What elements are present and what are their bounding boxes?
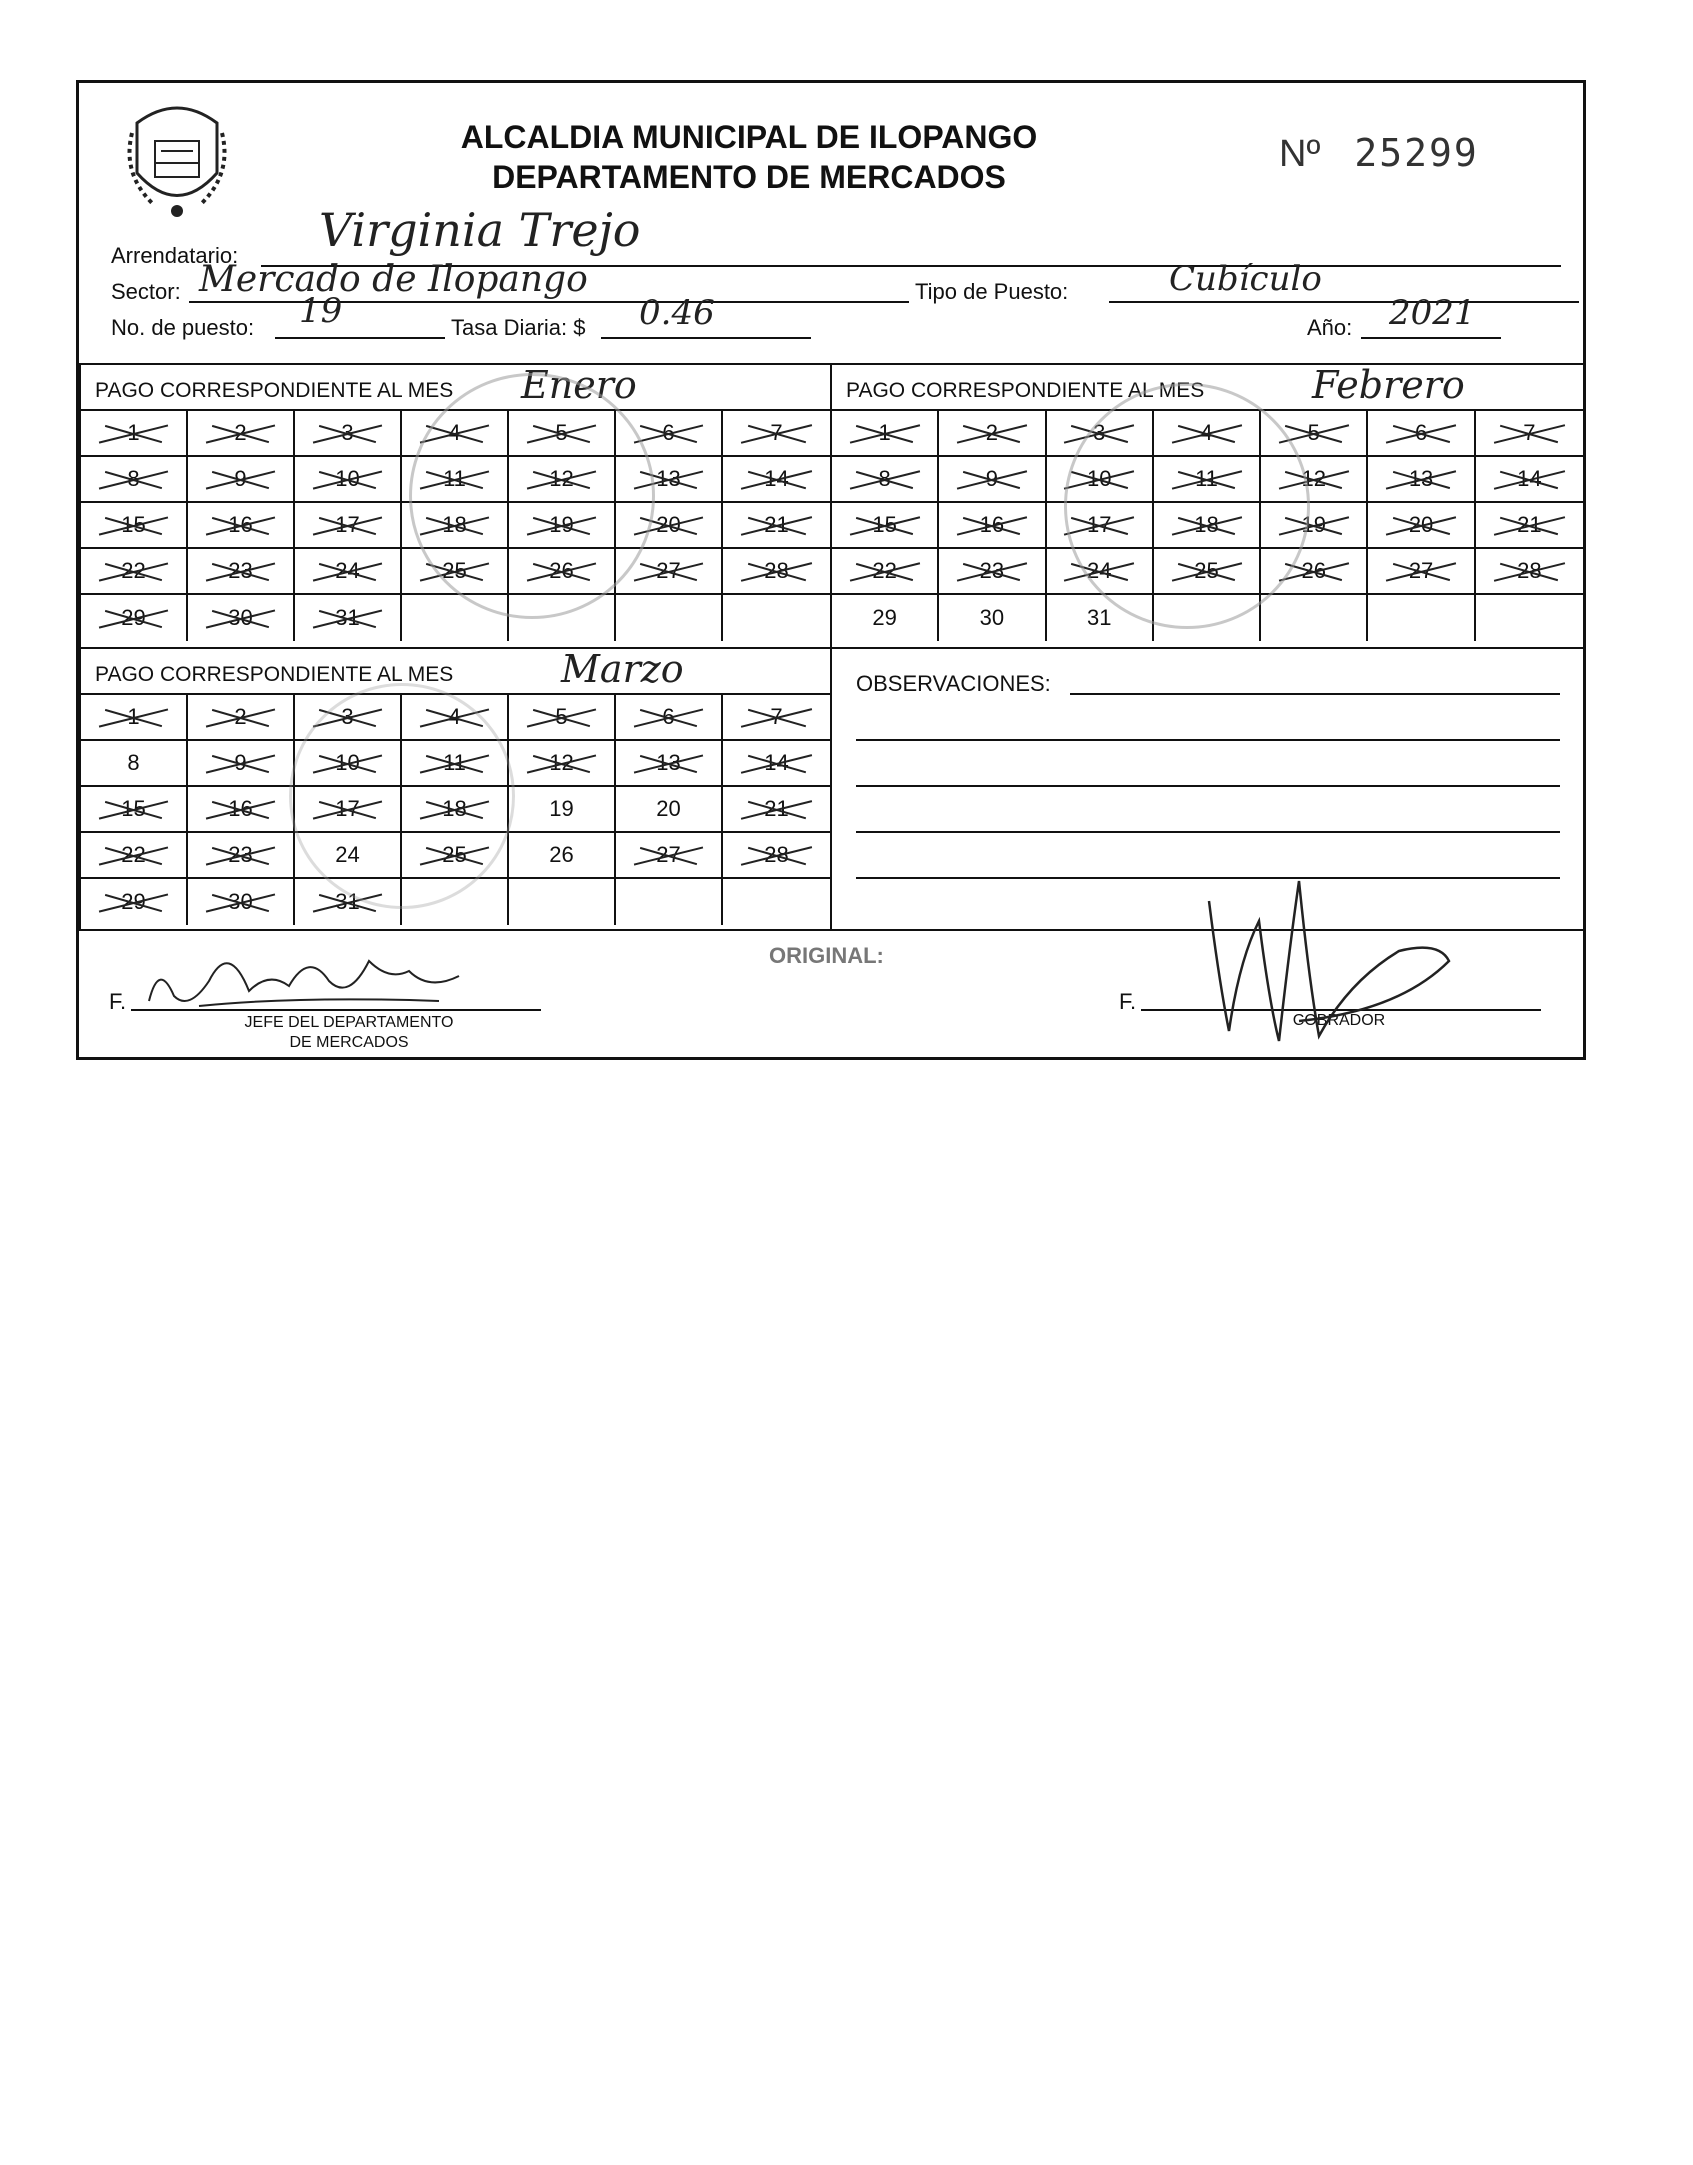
observaciones-line-2	[856, 739, 1560, 741]
arrendatario-label: Arrendatario:	[111, 243, 239, 268]
day-cell-3: 3	[295, 695, 402, 741]
day-cell-28: 28	[723, 833, 830, 879]
day-cell-6: 6	[1368, 411, 1475, 457]
day-cell-2: 2	[188, 411, 295, 457]
day-cell-16: 16	[188, 503, 295, 549]
day-cell-21: 21	[723, 503, 830, 549]
title-municipality: ALCALDIA MUNICIPAL DE ILOPANGO	[460, 119, 1038, 155]
day-cell-26: 26	[509, 549, 616, 595]
f-left-label: F.	[109, 989, 127, 1014]
sector-label: Sector:	[111, 279, 181, 304]
tipo-puesto-underline	[1109, 301, 1579, 303]
admin-stamp-2	[1064, 383, 1310, 629]
tipo-puesto-value: Cubículo	[1169, 259, 1322, 299]
day-cell-30: 30	[188, 595, 295, 641]
day-cell-9: 9	[188, 457, 295, 503]
day-cell-17: 17	[295, 503, 402, 549]
puesto-label: No. de puesto:	[111, 315, 255, 340]
folio-value: 25299	[1354, 131, 1479, 175]
day-cell-12: 12	[509, 457, 616, 503]
jefe-signature	[139, 921, 469, 1021]
day-cell-4: 4	[402, 411, 509, 457]
day-cell-empty	[723, 595, 830, 641]
admin-stamp-1	[409, 373, 655, 619]
anio-label: Año:	[1307, 315, 1353, 340]
puesto-value: 19	[299, 291, 343, 331]
cobrador-signature	[1199, 861, 1459, 1051]
day-cell-22: 22	[81, 833, 188, 879]
anio-underline	[1361, 337, 1501, 339]
day-cell-21: 21	[723, 787, 830, 833]
day-cell-7: 7	[723, 695, 830, 741]
puesto-underline	[275, 337, 445, 339]
day-cell-27: 27	[1368, 549, 1475, 595]
day-cell-28: 28	[723, 549, 830, 595]
day-cell-31: 31	[1047, 595, 1154, 641]
observaciones-line-1	[1070, 693, 1560, 695]
day-cell-7: 7	[1476, 411, 1583, 457]
day-cell-12: 12	[509, 741, 616, 787]
folio-number	[1279, 131, 1479, 176]
tasa-value: 0.46	[639, 293, 715, 333]
day-cell-28: 28	[1476, 549, 1583, 595]
day-cell-15: 15	[832, 503, 939, 549]
observaciones-line-4	[856, 831, 1560, 833]
day-cell-31: 31	[295, 595, 402, 641]
admin-stamp-3	[289, 683, 515, 909]
f-right-label: F.	[1119, 989, 1137, 1014]
day-cell-18: 18	[1154, 503, 1261, 549]
day-cell-8: 8	[832, 457, 939, 503]
day-cell-25: 25	[402, 833, 509, 879]
day-cell-23: 23	[939, 549, 1046, 595]
day-cell-22: 22	[832, 549, 939, 595]
day-cell-empty	[1261, 595, 1368, 641]
day-cell-29: 29	[832, 595, 939, 641]
day-cell-24: 24	[1047, 549, 1154, 595]
payment-card	[76, 80, 1586, 1060]
folio-label: Nº	[1279, 133, 1321, 175]
day-cell-25: 25	[1154, 549, 1261, 595]
day-cell-empty	[723, 879, 830, 925]
day-cell-2: 2	[188, 695, 295, 741]
day-cell-27: 27	[616, 833, 723, 879]
day-cell-12: 12	[1261, 457, 1368, 503]
day-cell-20: 20	[616, 787, 723, 833]
day-cell-empty	[509, 879, 616, 925]
day-cell-6: 6	[616, 695, 723, 741]
day-cell-18: 18	[402, 503, 509, 549]
day-cell-20: 20	[616, 503, 723, 549]
day-cell-17: 17	[1047, 503, 1154, 549]
month-label-3: PAGO CORRESPONDIENTE AL MES	[95, 663, 454, 686]
jefe-label-line1: JEFE DEL DEPARTAMENTO	[244, 1014, 454, 1031]
day-cell-19: 19	[509, 503, 616, 549]
signature-footer	[79, 929, 1583, 1059]
month-header-3	[81, 649, 830, 695]
day-cell-13: 13	[616, 741, 723, 787]
sector-underline	[189, 301, 909, 303]
day-cell-22: 22	[81, 549, 188, 595]
day-cell-21: 21	[1476, 503, 1583, 549]
day-cell-8: 8	[81, 741, 188, 787]
day-cell-19: 19	[1261, 503, 1368, 549]
day-cell-3: 3	[1047, 411, 1154, 457]
day-cell-5: 5	[509, 695, 616, 741]
day-cell-empty	[1368, 595, 1475, 641]
day-cell-empty	[616, 879, 723, 925]
day-cell-13: 13	[1368, 457, 1475, 503]
day-cell-26: 26	[1261, 549, 1368, 595]
title-department: DEPARTAMENTO DE MERCADOS	[492, 159, 1006, 195]
day-cell-10: 10	[1047, 457, 1154, 503]
day-cell-14: 14	[723, 741, 830, 787]
day-cell-9: 9	[939, 457, 1046, 503]
day-cell-empty	[616, 595, 723, 641]
month-name-1: Enero	[521, 363, 637, 407]
day-cell-1: 1	[81, 411, 188, 457]
day-cell-29: 29	[81, 879, 188, 925]
day-cell-11: 11	[402, 457, 509, 503]
day-cell-9: 9	[188, 741, 295, 787]
day-cell-20: 20	[1368, 503, 1475, 549]
day-cell-19: 19	[509, 787, 616, 833]
day-cell-14: 14	[1476, 457, 1583, 503]
day-cell-23: 23	[188, 549, 295, 595]
day-cell-5: 5	[1261, 411, 1368, 457]
day-cell-10: 10	[295, 457, 402, 503]
tipo-puesto-label: Tipo de Puesto:	[915, 279, 1069, 304]
day-cell-7: 7	[723, 411, 830, 457]
day-cell-5: 5	[509, 411, 616, 457]
day-cell-10: 10	[295, 741, 402, 787]
observaciones-label: OBSERVACIONES:	[856, 671, 1051, 696]
day-cell-4: 4	[1154, 411, 1261, 457]
day-cell-16: 16	[188, 787, 295, 833]
month-name-3: Marzo	[561, 647, 684, 691]
day-cell-11: 11	[402, 741, 509, 787]
day-cell-15: 15	[81, 503, 188, 549]
observaciones-line-3	[856, 785, 1560, 787]
day-cell-8: 8	[81, 457, 188, 503]
day-cell-29: 29	[81, 595, 188, 641]
arrendatario-value: Virginia Trejo	[319, 203, 641, 257]
day-cell-23: 23	[188, 833, 295, 879]
day-cell-2: 2	[939, 411, 1046, 457]
anio-value: 2021	[1389, 293, 1476, 333]
day-cell-26: 26	[509, 833, 616, 879]
day-cell-4: 4	[402, 695, 509, 741]
month-label-2: PAGO CORRESPONDIENTE AL MES	[846, 379, 1205, 402]
tasa-underline	[601, 337, 811, 339]
month-name-2: Febrero	[1312, 363, 1465, 407]
day-cell-24: 24	[295, 549, 402, 595]
day-cell-17: 17	[295, 787, 402, 833]
day-cell-empty	[1476, 595, 1583, 641]
day-cell-30: 30	[188, 879, 295, 925]
day-cell-31: 31	[295, 879, 402, 925]
day-cell-24: 24	[295, 833, 402, 879]
jefe-label-line2: DE MERCADOS	[289, 1034, 409, 1051]
original-label: ORIGINAL:	[769, 943, 884, 968]
day-cell-1: 1	[832, 411, 939, 457]
cobrador-label: COBRADOR	[1292, 1012, 1386, 1029]
day-cell-14: 14	[723, 457, 830, 503]
month-label-1: PAGO CORRESPONDIENTE AL MES	[95, 379, 454, 402]
day-cell-15: 15	[81, 787, 188, 833]
document-title	[459, 117, 1039, 197]
day-cell-11: 11	[1154, 457, 1261, 503]
day-cell-6: 6	[616, 411, 723, 457]
day-cell-3: 3	[295, 411, 402, 457]
day-cell-18: 18	[402, 787, 509, 833]
day-cell-16: 16	[939, 503, 1046, 549]
day-cell-25: 25	[402, 549, 509, 595]
day-cell-27: 27	[616, 549, 723, 595]
sector-value: Mercado de Ilopango	[199, 259, 588, 300]
day-cell-1: 1	[81, 695, 188, 741]
day-cell-13: 13	[616, 457, 723, 503]
day-cell-30: 30	[939, 595, 1046, 641]
tasa-label: Tasa Diaria: $	[451, 315, 586, 340]
municipal-seal-icon	[117, 93, 237, 223]
